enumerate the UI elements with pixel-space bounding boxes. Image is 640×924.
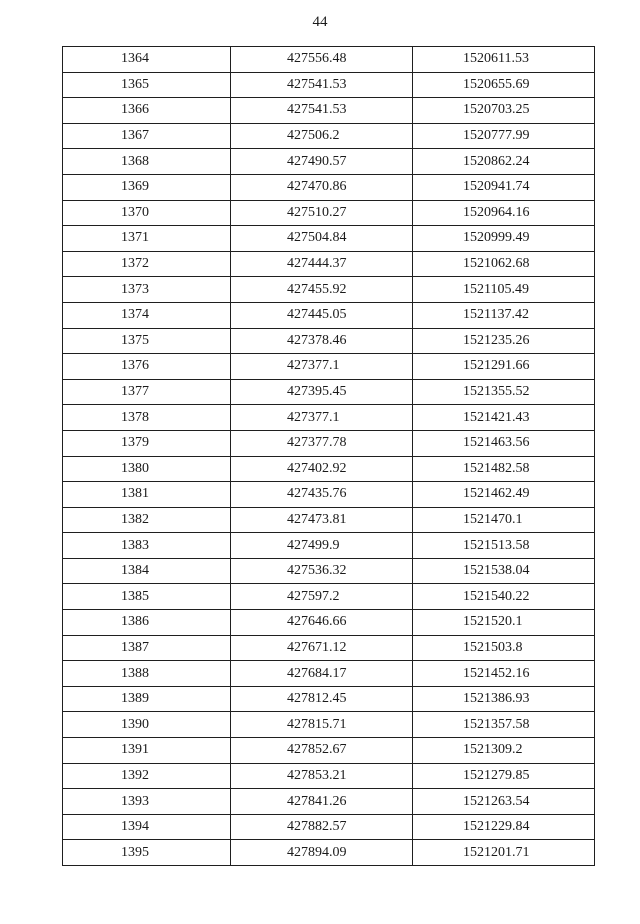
point-number-cell: 1370 — [63, 200, 231, 226]
table-row — [63, 661, 595, 687]
y-coordinate-cell: 1520999.49 — [413, 226, 595, 252]
x-coordinate-cell: 427853.21 — [231, 763, 413, 789]
table-row — [63, 814, 595, 840]
table-row — [63, 738, 595, 764]
point-number-cell: 1379 — [63, 430, 231, 456]
table-row — [63, 558, 595, 584]
point-number-cell: 1386 — [63, 610, 231, 636]
x-coordinate-cell: 427815.71 — [231, 712, 413, 738]
page-number: 44 — [312, 14, 328, 30]
table-row — [63, 328, 595, 354]
table-row — [63, 533, 595, 559]
x-coordinate-cell: 427490.57 — [231, 149, 413, 175]
point-number-cell: 1387 — [63, 635, 231, 661]
point-number-cell: 1377 — [63, 379, 231, 405]
table-row — [63, 277, 595, 303]
x-coordinate-cell: 427852.67 — [231, 738, 413, 764]
y-coordinate-cell: 1521470.1 — [413, 507, 595, 533]
x-coordinate-cell: 427377.78 — [231, 430, 413, 456]
point-number-cell: 1364 — [63, 47, 231, 73]
table-row — [63, 763, 595, 789]
table-row — [63, 149, 595, 175]
x-coordinate-cell: 427473.81 — [231, 507, 413, 533]
point-number-cell: 1389 — [63, 686, 231, 712]
table-row — [63, 405, 595, 431]
point-number-cell: 1393 — [63, 789, 231, 815]
point-number-cell: 1378 — [63, 405, 231, 431]
x-coordinate-cell: 427541.53 — [231, 98, 413, 124]
y-coordinate-cell: 1521463.56 — [413, 430, 595, 456]
x-coordinate-cell: 427536.32 — [231, 558, 413, 584]
x-coordinate-cell: 427445.05 — [231, 302, 413, 328]
x-coordinate-cell: 427882.57 — [231, 814, 413, 840]
table-row — [63, 123, 595, 149]
table-row — [63, 635, 595, 661]
table-row — [63, 610, 595, 636]
table-row — [63, 507, 595, 533]
x-coordinate-cell: 427894.09 — [231, 840, 413, 866]
x-coordinate-cell: 427504.84 — [231, 226, 413, 252]
y-coordinate-cell: 1521291.66 — [413, 354, 595, 380]
y-coordinate-cell: 1520703.25 — [413, 98, 595, 124]
x-coordinate-cell: 427402.92 — [231, 456, 413, 482]
x-coordinate-cell: 427378.46 — [231, 328, 413, 354]
x-coordinate-cell: 427470.86 — [231, 174, 413, 200]
x-coordinate-cell: 427684.17 — [231, 661, 413, 687]
table-row — [63, 72, 595, 98]
x-coordinate-cell: 427556.48 — [231, 47, 413, 73]
y-coordinate-cell: 1521279.85 — [413, 763, 595, 789]
x-coordinate-cell: 427499.9 — [231, 533, 413, 559]
x-coordinate-cell: 427841.26 — [231, 789, 413, 815]
y-coordinate-cell: 1520862.24 — [413, 149, 595, 175]
point-number-cell: 1383 — [63, 533, 231, 559]
x-coordinate-cell: 427510.27 — [231, 200, 413, 226]
table-row — [63, 354, 595, 380]
table-row — [63, 482, 595, 508]
table-row — [63, 302, 595, 328]
x-coordinate-cell: 427444.37 — [231, 251, 413, 277]
table-row — [63, 840, 595, 866]
table-row — [63, 379, 595, 405]
x-coordinate-cell: 427506.2 — [231, 123, 413, 149]
x-coordinate-cell: 427646.66 — [231, 610, 413, 636]
table-row — [63, 712, 595, 738]
y-coordinate-cell: 1520611.53 — [413, 47, 595, 73]
point-number-cell: 1373 — [63, 277, 231, 303]
point-number-cell: 1372 — [63, 251, 231, 277]
table-row — [63, 98, 595, 124]
point-number-cell: 1385 — [63, 584, 231, 610]
point-number-cell: 1382 — [63, 507, 231, 533]
table-row — [63, 686, 595, 712]
y-coordinate-cell: 1520777.99 — [413, 123, 595, 149]
y-coordinate-cell: 1521201.71 — [413, 840, 595, 866]
table-row — [63, 174, 595, 200]
x-coordinate-cell: 427812.45 — [231, 686, 413, 712]
point-number-cell: 1369 — [63, 174, 231, 200]
y-coordinate-cell: 1520655.69 — [413, 72, 595, 98]
y-coordinate-cell: 1521421.43 — [413, 405, 595, 431]
point-number-cell: 1394 — [63, 814, 231, 840]
x-coordinate-cell: 427377.1 — [231, 354, 413, 380]
y-coordinate-cell: 1521513.58 — [413, 533, 595, 559]
y-coordinate-cell: 1521105.49 — [413, 277, 595, 303]
point-number-cell: 1368 — [63, 149, 231, 175]
y-coordinate-cell: 1521386.93 — [413, 686, 595, 712]
y-coordinate-cell: 1521137.42 — [413, 302, 595, 328]
point-number-cell: 1390 — [63, 712, 231, 738]
coordinates-table — [62, 46, 595, 866]
table-row — [63, 47, 595, 73]
y-coordinate-cell: 1521452.16 — [413, 661, 595, 687]
table-row — [63, 226, 595, 252]
x-coordinate-cell: 427597.2 — [231, 584, 413, 610]
coordinates-table-body — [63, 47, 595, 866]
x-coordinate-cell: 427541.53 — [231, 72, 413, 98]
y-coordinate-cell: 1521263.54 — [413, 789, 595, 815]
y-coordinate-cell: 1520941.74 — [413, 174, 595, 200]
point-number-cell: 1381 — [63, 482, 231, 508]
table-row — [63, 430, 595, 456]
y-coordinate-cell: 1521503.8 — [413, 635, 595, 661]
point-number-cell: 1374 — [63, 302, 231, 328]
table-row — [63, 251, 595, 277]
point-number-cell: 1388 — [63, 661, 231, 687]
x-coordinate-cell: 427377.1 — [231, 405, 413, 431]
y-coordinate-cell: 1521062.68 — [413, 251, 595, 277]
point-number-cell: 1365 — [63, 72, 231, 98]
point-number-cell: 1366 — [63, 98, 231, 124]
y-coordinate-cell: 1521229.84 — [413, 814, 595, 840]
table-row — [63, 456, 595, 482]
point-number-cell: 1391 — [63, 738, 231, 764]
y-coordinate-cell: 1521482.58 — [413, 456, 595, 482]
point-number-cell: 1376 — [63, 354, 231, 380]
x-coordinate-cell: 427671.12 — [231, 635, 413, 661]
point-number-cell: 1375 — [63, 328, 231, 354]
y-coordinate-cell: 1520964.16 — [413, 200, 595, 226]
table-row — [63, 200, 595, 226]
point-number-cell: 1392 — [63, 763, 231, 789]
y-coordinate-cell: 1521538.04 — [413, 558, 595, 584]
y-coordinate-cell: 1521355.52 — [413, 379, 595, 405]
y-coordinate-cell: 1521357.58 — [413, 712, 595, 738]
y-coordinate-cell: 1521540.22 — [413, 584, 595, 610]
point-number-cell: 1384 — [63, 558, 231, 584]
y-coordinate-cell: 1521235.26 — [413, 328, 595, 354]
point-number-cell: 1380 — [63, 456, 231, 482]
table-row — [63, 789, 595, 815]
y-coordinate-cell: 1521520.1 — [413, 610, 595, 636]
table-row — [63, 584, 595, 610]
point-number-cell: 1371 — [63, 226, 231, 252]
point-number-cell: 1395 — [63, 840, 231, 866]
point-number-cell: 1367 — [63, 123, 231, 149]
y-coordinate-cell: 1521462.49 — [413, 482, 595, 508]
y-coordinate-cell: 1521309.2 — [413, 738, 595, 764]
x-coordinate-cell: 427455.92 — [231, 277, 413, 303]
x-coordinate-cell: 427435.76 — [231, 482, 413, 508]
x-coordinate-cell: 427395.45 — [231, 379, 413, 405]
